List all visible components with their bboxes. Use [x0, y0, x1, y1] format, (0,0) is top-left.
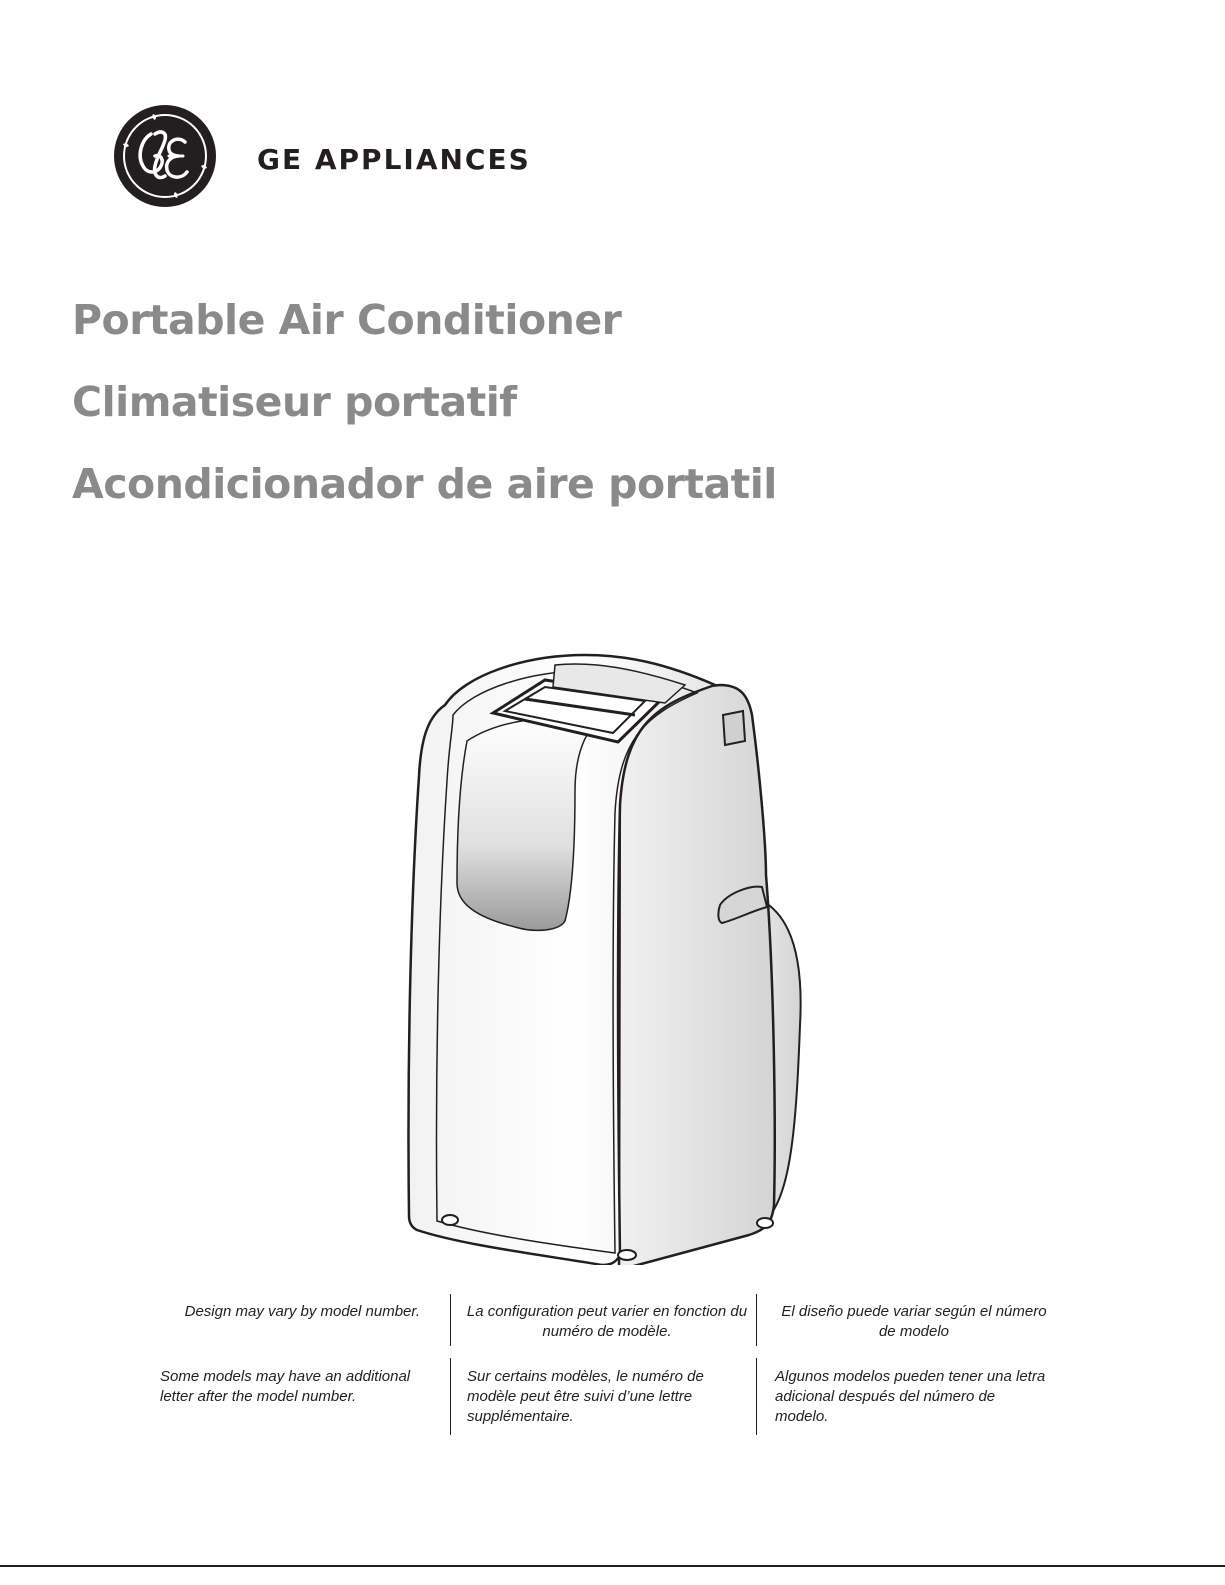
note-letter-english: Some models may have an additional letter after the model number.	[160, 1368, 411, 1405]
brand-name: GE APPLIANCES	[257, 143, 531, 176]
note-design-english: Design may vary by model number.	[184, 1303, 420, 1320]
title-english: Portable Air Conditioner	[72, 296, 622, 344]
column-divider	[450, 1358, 451, 1435]
note-design-spanish: El diseño puede variar según el número de modelo	[781, 1303, 1047, 1340]
ge-logo-icon	[113, 104, 217, 208]
title-french: Climatiseur portatif	[72, 378, 517, 426]
note-letter-spanish: Algunos modelos pueden tener una letra adicional después del número de modelo.	[775, 1368, 1046, 1425]
column-divider	[450, 1294, 451, 1346]
note-design-french: La configuration peut varier en fonction du numéro de modèle.	[466, 1303, 748, 1340]
portable-air-conditioner-illustration	[405, 645, 815, 1265]
column-divider	[756, 1294, 757, 1346]
bottom-divider	[0, 1565, 1225, 1567]
title-spanish: Acondicionador de aire portatil	[72, 460, 777, 508]
column-divider	[756, 1358, 757, 1435]
note-letter-french: Sur certains modèles, le numéro de modèle peut être suivi d’une lettre supplémentaire.	[467, 1368, 704, 1425]
